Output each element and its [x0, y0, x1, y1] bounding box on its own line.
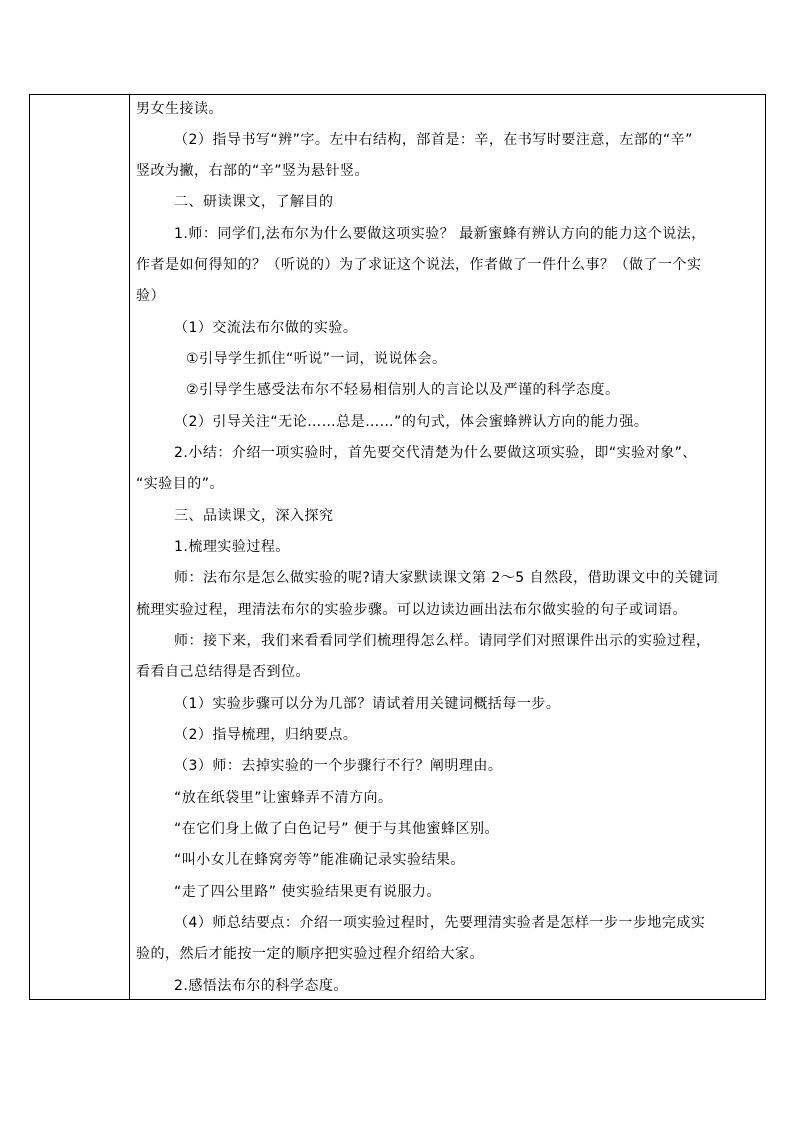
text-line: （2）指导书写“辨”字。左中右结构，部首是：辛，在书写时要注意，左部的“辛”	[174, 132, 693, 148]
lesson-table	[29, 94, 766, 1000]
text-line: “在它们身上做了白色记号” 便于与其他蜜蜂区别。	[174, 821, 499, 837]
text-line: 2.小结：介绍一项实验时，首先要交代清楚为什么要做这项实验，即“实验对象”、	[174, 445, 697, 461]
text-line: （2）指导梳理，归纳要点。	[174, 727, 358, 743]
text-line: 作者是如何得知的？（听说的）为了求证这个说法，作者做了一件什么事？（做了一个实	[136, 257, 702, 273]
text-line: 验的，然后才能按一定的顺序把实验过程介绍给大家。	[136, 946, 484, 962]
text-line: “走了四公里路” 使实验结果更有说服力。	[174, 884, 441, 900]
text-line: “放在纸袋里”让蜜蜂弄不清方向。	[174, 790, 393, 806]
text-line: 2.感悟法布尔的科学态度。	[174, 978, 348, 994]
text-line: 男女生接读。	[136, 101, 223, 117]
text-line: 竖改为撇，右部的“辛”竖为悬针竖。	[136, 163, 370, 179]
text-line: 二、研读课文，了解目的	[174, 194, 334, 210]
text-line: （2）引导关注“无论……总是……”的句式，体会蜜蜂辨认方向的能力强。	[174, 414, 649, 430]
text-line: 师：接下来，我们来看看同学们梳理得怎么样。请同学们对照课件出示的实验过程，	[174, 633, 711, 649]
text-line: “叫小女儿在蜂窝旁等”能准确记录实验结果。	[174, 852, 466, 868]
text-line: （1）交流法布尔做的实验。	[174, 320, 358, 336]
text-line: 梳理实验过程，理清法布尔的实验步骤。可以边读边画出法布尔做实验的句子或词语。	[136, 602, 687, 618]
text-line: ②引导学生感受法布尔不轻易相信别人的言论以及严谨的科学态度。	[186, 382, 620, 398]
text-line: 师：法布尔是怎么做实验的呢?请大家默读课文第 2～5 自然段，借助课文中的关键词	[174, 570, 719, 586]
text-line: （3）师：去掉实验的一个步骤行不行？阐明理由。	[174, 758, 503, 774]
text-line: 1.梳理实验过程。	[174, 539, 290, 555]
table-left-cell	[30, 95, 129, 999]
table-content-cell	[130, 95, 765, 999]
text-line: “实验目的”。	[136, 476, 225, 492]
text-line: 看看自己总结得是否到位。	[136, 664, 310, 680]
text-line: （1）实验步骤可以分为几部？请试着用关键词概括每一步。	[174, 696, 561, 712]
text-line: 1.师：同学们,法布尔为什么要做这项实验？ 最新蜜蜂有辨认方向的能力这个说法，	[174, 226, 706, 242]
text-line: 验）	[136, 288, 165, 304]
text-line: （4）师总结要点：介绍一项实验过程时，先要理清实验者是怎样一步一步地完成实	[174, 915, 706, 931]
text-line: 三、品读课文，深入探究	[174, 508, 334, 524]
text-line: ①引导学生抓住“听说”一词，说说体会。	[186, 351, 447, 367]
